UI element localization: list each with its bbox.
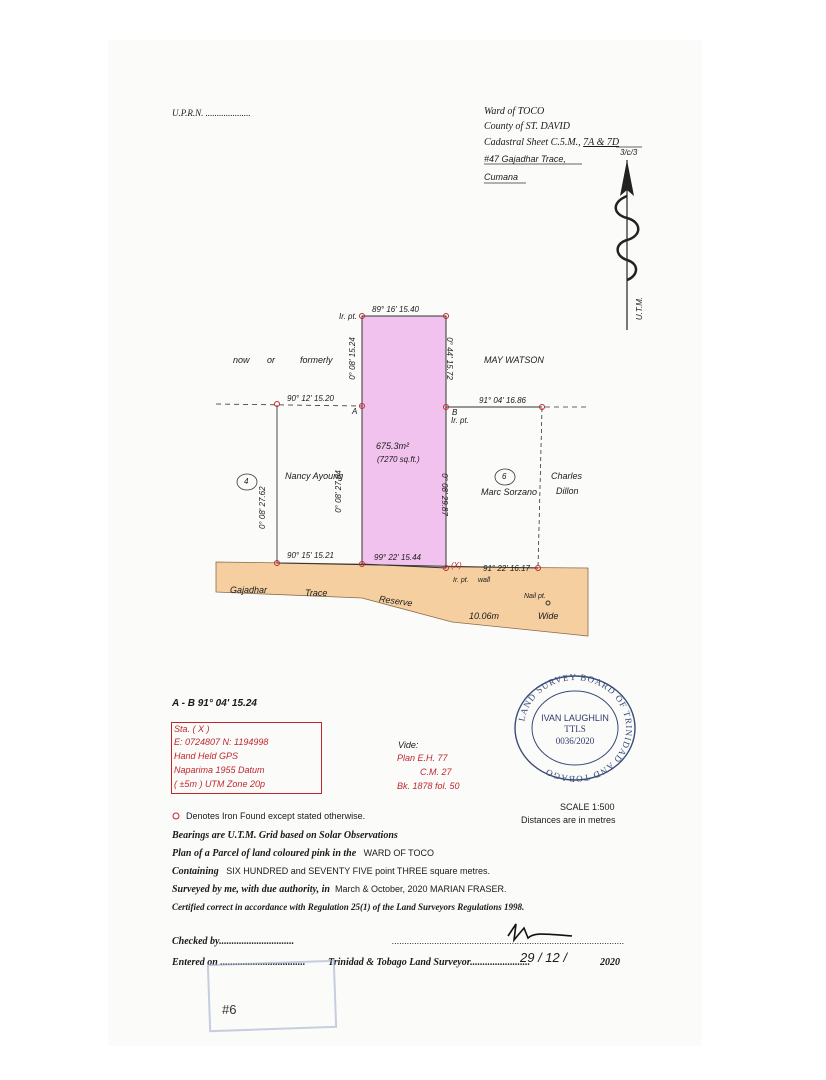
- top-bearing: 89° 16' 15.40: [372, 305, 419, 314]
- right-side-bearing: 0° 44' 15.72: [444, 337, 454, 380]
- seal-title: TTLS: [564, 724, 586, 734]
- ward-label: Ward of TOCO: [484, 106, 545, 117]
- vide-label: Vide:: [398, 740, 419, 750]
- surveyor-title: Trinidad & Tobago Land Surveyor........................: [328, 957, 531, 968]
- parcel-area-sqft: (7270 sq.ft.): [377, 455, 420, 464]
- parcel-right-side-bearing: 0° 08' 29.87: [439, 473, 449, 516]
- lot6-owner: Marc Sorzano: [481, 487, 538, 497]
- lot4-number: 4: [244, 477, 249, 486]
- registry-stamp: [207, 960, 337, 1032]
- left-side-bearing: 0° 08' 15.24: [347, 337, 357, 380]
- address-line-2: Cumana: [484, 172, 519, 182]
- station-coords: E: 0724807 N: 1194998: [174, 737, 269, 747]
- corner-b: B: [452, 408, 458, 417]
- north-arrow-label: U.T.M.: [635, 296, 645, 321]
- lot4-side-bearing: 0° 08' 27.62: [258, 486, 267, 529]
- now-label: now: [233, 355, 250, 365]
- road-word-gajadhar: Gajadhar: [230, 585, 268, 595]
- certification-year: 2020: [600, 957, 620, 968]
- north-owner: MAY WATSON: [484, 355, 544, 365]
- seal-outer-text: LAND SURVEY BOARD OF TRINIDAD AND TOBAGO: [516, 674, 635, 782]
- cadastral-sub: 3/c/3: [620, 148, 638, 157]
- uprn-label: U.P.R.N. ....................: [172, 108, 251, 118]
- road-word-trace: Trace: [305, 588, 328, 598]
- lot4-owner: Nancy Ayoung: [285, 471, 344, 481]
- address-line-1: #47 Gajadhar Trace,: [484, 154, 566, 164]
- checked-by: Checked by..............................: [172, 936, 295, 947]
- station-datum: Naparima 1955 Datum: [174, 765, 265, 775]
- station-zone: ( ±5m ) UTM Zone 20p: [174, 779, 265, 789]
- vide-line-1: Plan E.H. 77: [397, 753, 448, 763]
- bottom-parcel-bearing: 99° 22' 15.44: [374, 553, 421, 562]
- iron-legend-text: Denotes Iron Found except stated otherwise.: [186, 811, 366, 821]
- certified-statement: Certified correct in accordance with Regulation 25(1) of the Land Surveyors Regulations 1998.: [172, 902, 525, 912]
- road-word-reserve: Reserve: [378, 593, 414, 609]
- surveyed-statement: Surveyed by me, with due authority, in March & October, 2020 MARIAN FRASER.: [172, 884, 507, 895]
- vide-line-2: C.M. 27: [420, 767, 452, 777]
- line-a-left-bearing: 90° 12' 15.20: [287, 394, 334, 403]
- scale-label: SCALE 1:500: [560, 802, 615, 812]
- iron-legend-icon: [173, 813, 179, 819]
- corner-b-marker: Ir. pt.: [451, 416, 469, 425]
- bottom-marker-left: Ir. pt.: [453, 577, 469, 584]
- road-word-width: 10.06m: [469, 611, 500, 621]
- bottom-marker-wall: wall: [478, 577, 491, 584]
- containing-statement: Containing SIX HUNDRED and SEVENTY FIVE point THREE square metres.: [172, 866, 490, 877]
- formerly-label: formerly: [300, 355, 333, 365]
- distances-note: Distances are in metres: [521, 815, 616, 825]
- station-title: Sta. ( X ): [174, 724, 210, 734]
- bearings-statement: Bearings are U.T.M. Grid based on Solar Observations: [172, 830, 398, 841]
- seal-name: IVAN LAUGHLIN: [541, 713, 609, 723]
- bottom-right-bearing: 91° 22' 16.17: [483, 564, 530, 573]
- stamp-number: #6: [222, 1002, 237, 1017]
- signature-line: .............................................................................................: [392, 936, 625, 946]
- north-boundary-left: [216, 404, 362, 406]
- top-left-marker: Ir. pt.: [339, 312, 357, 321]
- lot6-number: 6: [502, 472, 507, 481]
- land-survey-board-seal: [512, 674, 638, 782]
- or-label: or: [267, 355, 276, 365]
- parcel-area: 675.3m²: [376, 441, 410, 451]
- county-label: County of ST. DAVID: [484, 121, 570, 132]
- lot6-east-line: [538, 408, 542, 568]
- cadastral-sheet: Cadastral Sheet C.5.M., 7A & 7D: [484, 137, 620, 148]
- corner-a: A: [352, 407, 358, 416]
- vide-line-3: Bk. 1878 fol. 50: [397, 781, 460, 791]
- east-owner-line-2: Dillon: [556, 486, 579, 496]
- parcel-left-side-bearing: 0° 08' 27.64: [333, 470, 343, 513]
- station-mark: (X): [451, 561, 462, 570]
- seal-number: 0036/2020: [555, 736, 595, 746]
- line-b-right-bearing: 91° 04' 16.86: [479, 396, 526, 405]
- nail-pt-label: Nail pt.: [524, 593, 546, 600]
- plan-of-statement: Plan of a Parcel of land coloured pink in the WARD OF TOCO: [172, 848, 435, 859]
- bottom-left-bearing: 90° 15' 15.21: [287, 551, 334, 560]
- station-method: Hand Held GPS: [174, 751, 239, 761]
- certification-date: 29 / 12 /: [520, 950, 567, 965]
- tie-line-label: A - B 91° 04' 15.24: [172, 698, 257, 709]
- east-owner-line-1: Charles: [551, 471, 583, 481]
- entered-on: Entered on ..................................: [172, 957, 306, 968]
- road-word-wide: Wide: [538, 611, 559, 621]
